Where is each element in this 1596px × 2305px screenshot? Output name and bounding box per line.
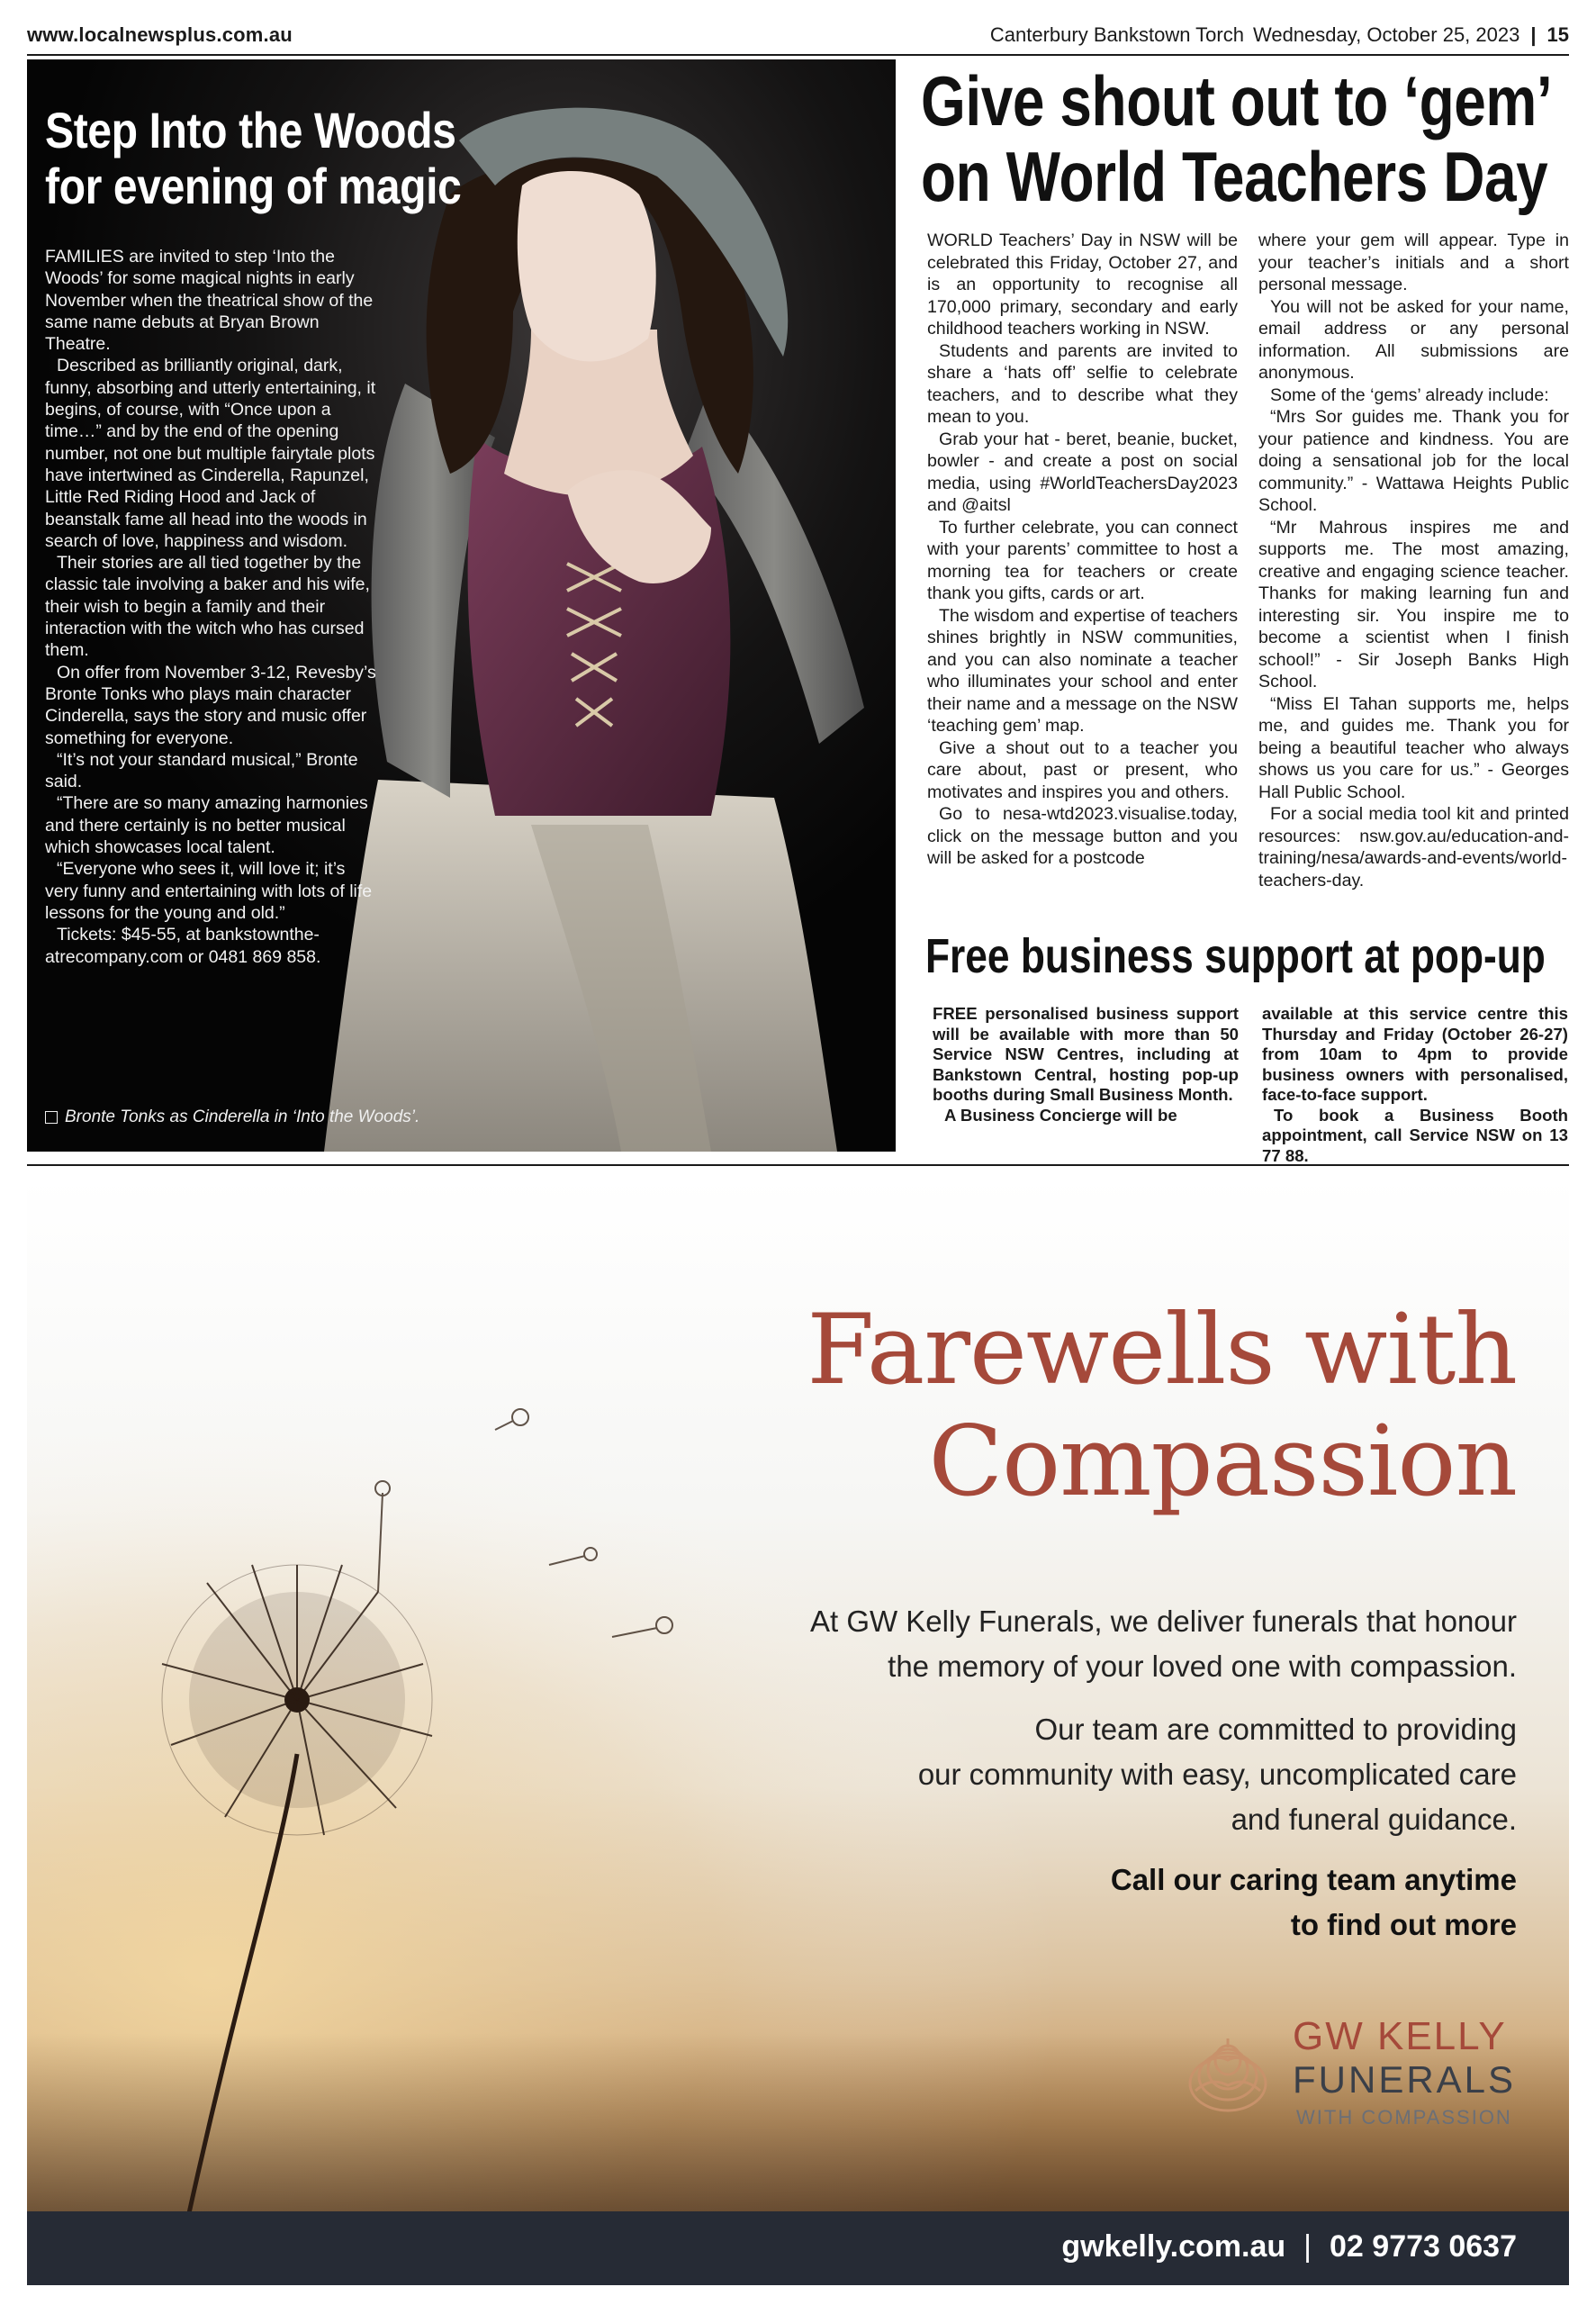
woods-headline-line2: for evening of magic	[45, 158, 462, 214]
teachers-paragraph: Give a shout out to a teacher you care about, past or present, who motivates and inspires you and others.	[927, 737, 1238, 802]
business-column-2	[1262, 1004, 1568, 1166]
teachers-paragraph: Some of the ‘gems’ already include:	[1270, 384, 1549, 405]
teachers-paragraph: “Mr Mahrous inspires me and supports me. The most amazing, creative and engaging science teacher. Thanks for making learning fun and interesting sir. You inspire me to become a scientist when I finish school!” - Sir Joseph Banks High School.	[1258, 517, 1569, 692]
woods-headline	[45, 103, 479, 214]
teachers-paragraph: where your gem will appear. Type in your teacher’s initials and a short personal message.	[1258, 230, 1569, 294]
ad-copy-intro	[617, 1599, 1517, 1689]
teachers-paragraph: WORLD Teachers’ Day in NSW will be celebrated this Friday, October 27, and is an opportunity to recognise all 170,000 primary, secondary and early childhood teachers working in NSW.	[927, 230, 1238, 339]
business-paragraph: FREE personalised business support will be available with more than 50 Service NSW Centres, including at Bankstown Central, hosting pop-up booths during Small Business Month.	[933, 1004, 1239, 1104]
business-paragraph: available at this service centre this Thursday and Friday (October 26-27) from 10am to 4pm to provide business owners with personalised, face-to-face support.	[1262, 1004, 1568, 1104]
header-separator: |	[1530, 23, 1537, 46]
ad-call-to-action	[707, 1858, 1517, 1948]
woods-paragraph: Tickets: $45-55, at bankstownthe-atrecompany.com or 0481 869 858.	[45, 925, 321, 967]
teachers-headline-line1: Give shout out to ‘gem’	[921, 61, 1553, 140]
teachers-column-2	[1258, 230, 1569, 891]
ad-phone-number[interactable]: 02 9773 0637	[1330, 2229, 1517, 2264]
ad-website-link[interactable]: gwkelly.com.au	[1061, 2229, 1286, 2264]
photo-caption	[45, 1107, 419, 1127]
site-url[interactable]: www.localnewsplus.com.au	[27, 23, 293, 46]
ad-copy-line: At GW Kelly Funerals, we deliver funerals that honour	[809, 1604, 1517, 1638]
ad-copy-line: and funeral guidance.	[1231, 1803, 1517, 1836]
footer-separator: |	[1303, 2229, 1312, 2264]
logo-tagline: WITH COMPASSION	[1296, 2106, 1512, 2129]
caption-box-icon	[45, 1111, 58, 1124]
teachers-paragraph: Go to nesa-wtd2023.visualise.today, click on the message button and you will be asked for a postcode	[927, 804, 1238, 868]
logo-funerals: FUNERALS	[1293, 2058, 1517, 2101]
ad-cta-line: Call our caring team anytime	[1110, 1863, 1517, 1896]
woods-paragraph: FAMILIES are invited to step ‘Into the Woods’ for some magical nights in early November when the theatrical show of the same name debuts at Bryan Brown Theatre.	[45, 247, 374, 355]
ad-copy-line: the memory of your loved one with compassion.	[888, 1650, 1517, 1683]
business-column-1	[933, 1004, 1239, 1125]
woods-paragraph: On offer from November 3-12, Revesby’s Bronte Tonks who plays main character Cinderella, says the story and music offer something for everyone.	[45, 662, 376, 748]
woods-body	[45, 246, 383, 968]
woods-paragraph: “Everyone who sees it, will love it; it’s very funny and entertaining with lots of life lessons for the young and old.”	[45, 859, 373, 923]
ad-cta-line: to find out more	[1290, 1908, 1517, 1941]
business-paragraph: A Business Concierge will be	[944, 1105, 1177, 1125]
woods-story	[27, 59, 896, 1152]
woods-paragraph: Described as brilliantly original, dark, funny, absorbing and utterly entertaining, it begins, of course, with “Once upon a time…” and by the end of the opening number, not one but multiple fairytale plots have intertwined as Cinderella, Rapunzel, Little Red Riding Hood and Jack of beanstalk fame all head into the woods in search of love, happiness and wisdom.	[45, 356, 376, 551]
teachers-paragraph: You will not be asked for your name, email address or any personal information. All submissions are anonymous.	[1258, 296, 1569, 383]
issue-date: Wednesday, October 25, 2023	[1252, 23, 1520, 46]
gw-kelly-logo[interactable]	[1177, 2013, 1537, 2130]
woods-paragraph: “There are so many amazing harmonies and there certainly is no better musical which showcases local talent.	[45, 793, 368, 858]
woods-paragraph: “It’s not your standard musical,” Bronte said.	[45, 749, 358, 792]
teachers-paragraph: Grab your hat - beret, beanie, bucket, bowler - and create a post on social media, using #WorldTeachersDay2023 and @aitsl	[927, 429, 1238, 515]
teachers-headline	[921, 61, 1553, 216]
ad-copy-line: our community with easy, uncomplicated care	[917, 1758, 1517, 1791]
teachers-paragraph: To further celebrate, you can connect with your parents’ committee to host a morning tea for teachers or create thank you gifts, cards or art.	[927, 517, 1238, 603]
business-headline: Free business support at pop-up	[925, 929, 1546, 983]
caption-text: Bronte Tonks as Cinderella in ‘Into the Woods’.	[65, 1107, 420, 1126]
gw-kelly-advertisement[interactable]	[27, 1178, 1569, 2285]
business-paragraph: To book a Business Booth appointment, call Service NSW on 13 77 88.	[1262, 1105, 1568, 1165]
logo-name: GW KELLY	[1293, 2014, 1507, 2058]
woods-headline-line1: Step Into the Woods	[45, 102, 456, 158]
teachers-column-1	[927, 230, 1238, 870]
woods-paragraph: Their stories are all tied together by the classic tale involving a baker and his wife, their wish to begin a family and their interaction with the witch who has cursed them.	[45, 553, 370, 661]
teachers-paragraph: The wisdom and expertise of teachers shines brightly in NSW communities, and you can also nominate a teacher who illuminates your school and enter their name and a message on the NSW ‘teaching gem’ map.	[927, 605, 1238, 736]
page-header	[27, 20, 1569, 56]
ad-contact	[1061, 2229, 1517, 2264]
ad-footer-bar	[27, 2211, 1569, 2285]
ad-copy-team	[617, 1707, 1517, 1842]
page-number: 15	[1546, 23, 1569, 46]
teachers-paragraph: For a social media tool kit and printed resources: nsw.gov.au/education-and-training/nesa/awards-and-events/world-teachers-day.	[1258, 804, 1569, 890]
waratah-flower-icon	[1177, 2020, 1278, 2121]
publication-name: Canterbury Bankstown Torch	[989, 23, 1244, 46]
teachers-paragraph: Students and parents are invited to share a ‘hats off’ selfie to celebrate teachers, and to describe what they mean to you.	[927, 340, 1238, 427]
header-rule	[27, 54, 1569, 56]
teachers-headline-line2: on World Teachers Day	[921, 137, 1548, 216]
teachers-paragraph: “Mrs Sor guides me. Thank you for your patience and kindness. You are doing a sensational job for the local community.” - Wattawa Heights Public School.	[1258, 407, 1569, 515]
header-meta	[990, 23, 1569, 47]
ad-copy-line: Our team are committed to providing	[1034, 1713, 1517, 1746]
ad-headline	[617, 1295, 1517, 1518]
section-rule	[27, 1164, 1569, 1166]
ad-headline-line1: Farewells with	[807, 1294, 1517, 1406]
ad-headline-line2: Compassion	[928, 1406, 1517, 1518]
teachers-paragraph: “Miss El Tahan supports me, helps me, and guides me. Thank you for being a beautiful teacher who always shows us you care for us.” - Georges Hall Public School.	[1258, 693, 1569, 802]
